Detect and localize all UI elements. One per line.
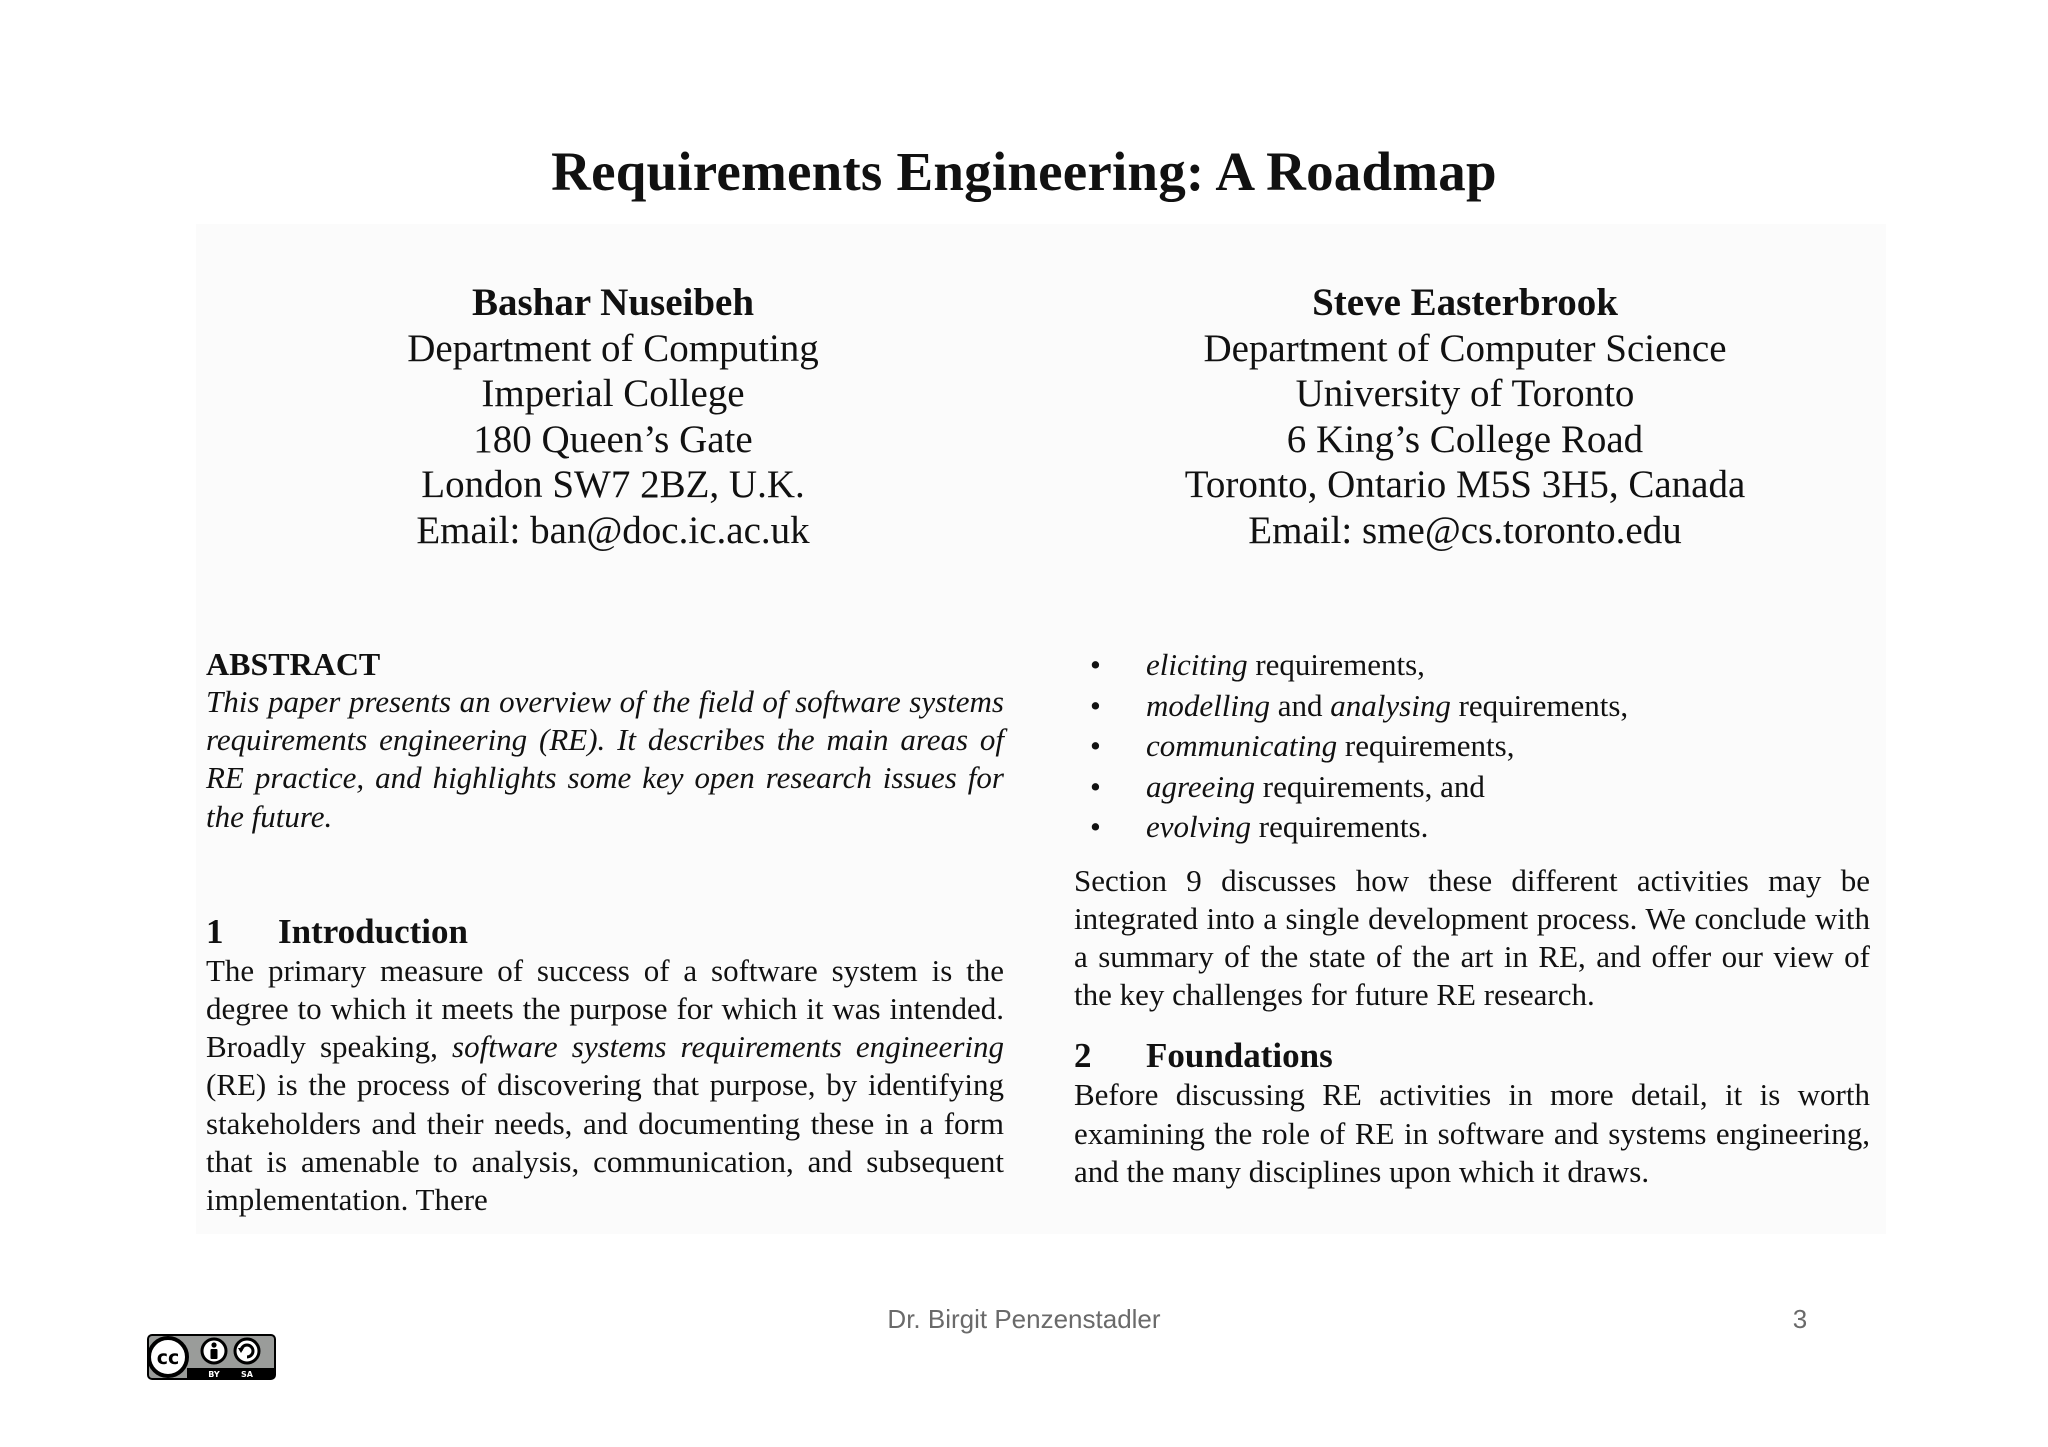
foundations-paragraph: Before discussing RE activities in more detail, it is worth examining the role of RE in software and systems engineering, and the many disciplines upon which it draws. <box>1074 1077 1870 1189</box>
list-item: • communicating requirements, <box>1146 726 1870 767</box>
author-street: 6 King’s College Road <box>1286 417 1644 461</box>
intro-text-part: (RE) is the process of discovering that purpose, by identifying stakeholders and their needs, and documenting these in a form that is amenable to analysis, communication, and subsequent implementation. There <box>206 1067 1004 1218</box>
activities-list <box>1074 645 1870 848</box>
list-item: • agreeing requirements, and <box>1146 767 1870 808</box>
section-heading-introduction <box>206 912 1004 952</box>
sa-label: SA <box>241 1370 253 1379</box>
intro-text-part: The primary measure of success of a software system is the degree to which it meets the purpose for which it was intended. Broadly speaking, <box>206 952 1004 1065</box>
list-item: • evolving requirements. <box>1146 807 1870 848</box>
section-number: 2 <box>1074 1036 1092 1076</box>
abstract-heading: ABSTRACT <box>206 646 381 682</box>
section-title: Introduction <box>278 911 468 951</box>
intro-emphasis: software systems requirements engineering <box>452 1029 1004 1065</box>
author-institution: Imperial College <box>481 372 745 415</box>
author-block-easterbrook <box>1100 280 1830 553</box>
abstract-text: This paper presents an overview of the field of software systems requirements engineering (RE). It describes the main areas of RE practice, and highlights some key open research issues for the future. <box>206 684 1004 834</box>
author-department: Department of Computer Science <box>1203 326 1727 370</box>
author-email: Email: sme@cs.toronto.edu <box>1248 508 1682 552</box>
right-column <box>1074 645 1870 1191</box>
author-name: Steve Easterbrook <box>1312 281 1618 324</box>
section-number: 1 <box>206 911 224 951</box>
section-heading-foundations <box>1074 1036 1870 1076</box>
author-email: Email: ban@doc.ic.ac.uk <box>416 508 810 552</box>
bullet-icon: • <box>1090 647 1101 682</box>
bullet-icon: • <box>1090 809 1101 844</box>
by-label: BY <box>208 1370 220 1379</box>
bullet-icon: • <box>1090 687 1101 723</box>
section9-paragraph: Section 9 discusses how these different activities may be integrated into a single development process. We conclude with a summary of the state of the art in RE, and offer our view of the key challenges for future RE research. <box>1074 862 1870 1013</box>
cc-label: cc <box>156 1347 180 1369</box>
section-title: Foundations <box>1146 1036 1333 1076</box>
author-name: Bashar Nuseibeh <box>471 281 755 324</box>
slide-footer-author: Dr. Birgit Penzenstadler <box>887 1304 1161 1334</box>
author-street: 180 Queen’s Gate <box>473 417 753 461</box>
bullet-icon: • <box>1090 728 1101 763</box>
cc-by-sa-icon <box>147 1334 276 1380</box>
page-number: 3 <box>1792 1304 1808 1334</box>
left-column <box>206 645 1004 1218</box>
author-city: Toronto, Ontario M5S 3H5, Canada <box>1184 463 1746 506</box>
paper-title: Requirements Engineering: A Roadmap <box>551 141 1497 202</box>
bullet-icon: • <box>1090 768 1101 804</box>
introduction-paragraph <box>206 952 1004 1219</box>
list-item: • eliciting requirements, <box>1146 645 1870 686</box>
author-institution: University of Toronto <box>1295 372 1635 415</box>
author-block-nuseibeh <box>313 280 913 553</box>
author-city: London SW7 2BZ, U.K. <box>421 463 805 506</box>
list-item: • modelling and analysing requirements, <box>1146 686 1870 727</box>
author-department: Department of Computing <box>407 326 819 370</box>
